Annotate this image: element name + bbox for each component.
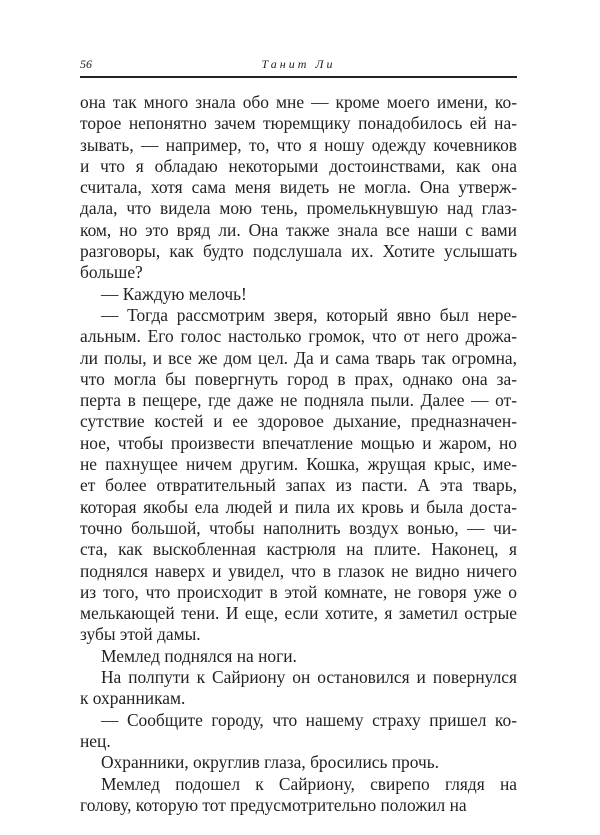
text-line: она так много знала обо мне — кроме моего имени, ко-	[80, 92, 517, 112]
text-line: дала, что видела мою тень, промелькнувшую над глаз-	[80, 198, 517, 219]
text-line: зубы этой дамы.	[80, 624, 201, 645]
text-line: ста, как выскобленная кастрюля на плите. Наконец, я	[80, 539, 517, 560]
text-line: ком, но это вряд ли. Она также знала все наши с вами	[80, 219, 517, 240]
text-line: ет более отвратительный запах из пасти. А эта тварь,	[80, 475, 517, 496]
paragraph	[80, 284, 517, 305]
paragraph	[80, 710, 517, 753]
text-line: сутствие костей и ее здоровое дыхание, предназначен-	[80, 411, 517, 432]
text-line: нец.	[80, 730, 111, 751]
text-line: альным. Его голос настолько громок, что от него дрожа-	[80, 326, 517, 347]
text-line: считала, хотя сама меня видеть не могла. Она утверж-	[80, 177, 517, 198]
text-line: — Тогда рассмотрим зверя, который явно был нере-	[101, 304, 517, 325]
text-line: голову, которую тот предусмотрительно положил на	[80, 794, 467, 815]
text-line: больше?	[80, 262, 143, 283]
text-line: точно большой, чтобы наполнить воздух вонью, — чи-	[80, 517, 517, 538]
paragraph	[80, 305, 517, 646]
text-line: зывать, — например, то, что я ношу одежду кочевников	[80, 134, 517, 155]
text-line: перта в пещере, где даже не подняла пыли. Далее — от-	[80, 390, 517, 411]
page-number: 56	[80, 57, 92, 71]
text-line: Охранники, округлив глаза, бросились прочь.	[101, 752, 440, 773]
header-rule	[80, 76, 517, 78]
text-line: разговоры, как будто подслушала их. Хотите услышать	[80, 241, 517, 262]
text-line: которая якобы ела людей и пила их кровь и была доста-	[80, 496, 517, 517]
paragraph	[80, 774, 517, 817]
running-header	[80, 55, 517, 75]
text-line: мелькающей тени. И еще, если хотите, я заметил острые	[80, 603, 517, 624]
paragraph	[80, 752, 517, 773]
text-line: — Сообщите городу, что нашему страху пришел ко-	[101, 709, 517, 730]
text-line: из того, что происходит в этой комнате, не говоря уже о	[80, 581, 517, 602]
paragraph	[80, 92, 517, 284]
running-title: Танит Ли	[261, 57, 336, 71]
page-body-text	[80, 92, 517, 816]
text-line: поднялся наверх и увидел, что в глазок не видно ничего	[80, 560, 517, 581]
text-line: ное, чтобы произвести впечатление мощью и жаром, но	[80, 432, 517, 453]
text-line: Мемлед подошел к Сайриону, свирепо глядя на	[101, 773, 517, 794]
text-line: торое непонятно зачем тюремщику понадобилось ей на-	[80, 113, 517, 134]
paragraph	[80, 646, 517, 667]
text-line: Мемлед поднялся на ноги.	[101, 645, 297, 666]
text-line: ли полы, и все же дом цел. Да и сама тварь так огромна,	[80, 347, 517, 368]
text-line: и что я обладаю некоторыми достоинствами, как она	[80, 155, 517, 176]
text-line: На полпути к Сайриону он остановился и повернулся	[101, 667, 517, 688]
text-line: не пахнущее ничем другим. Кошка, жрущая крыс, име-	[80, 454, 517, 475]
paragraph	[80, 667, 517, 710]
text-line: что могла бы повергнуть город в прах, однако она за-	[80, 368, 517, 389]
text-line: к охранникам.	[80, 688, 186, 709]
text-line: — Каждую мелочь!	[101, 283, 247, 304]
